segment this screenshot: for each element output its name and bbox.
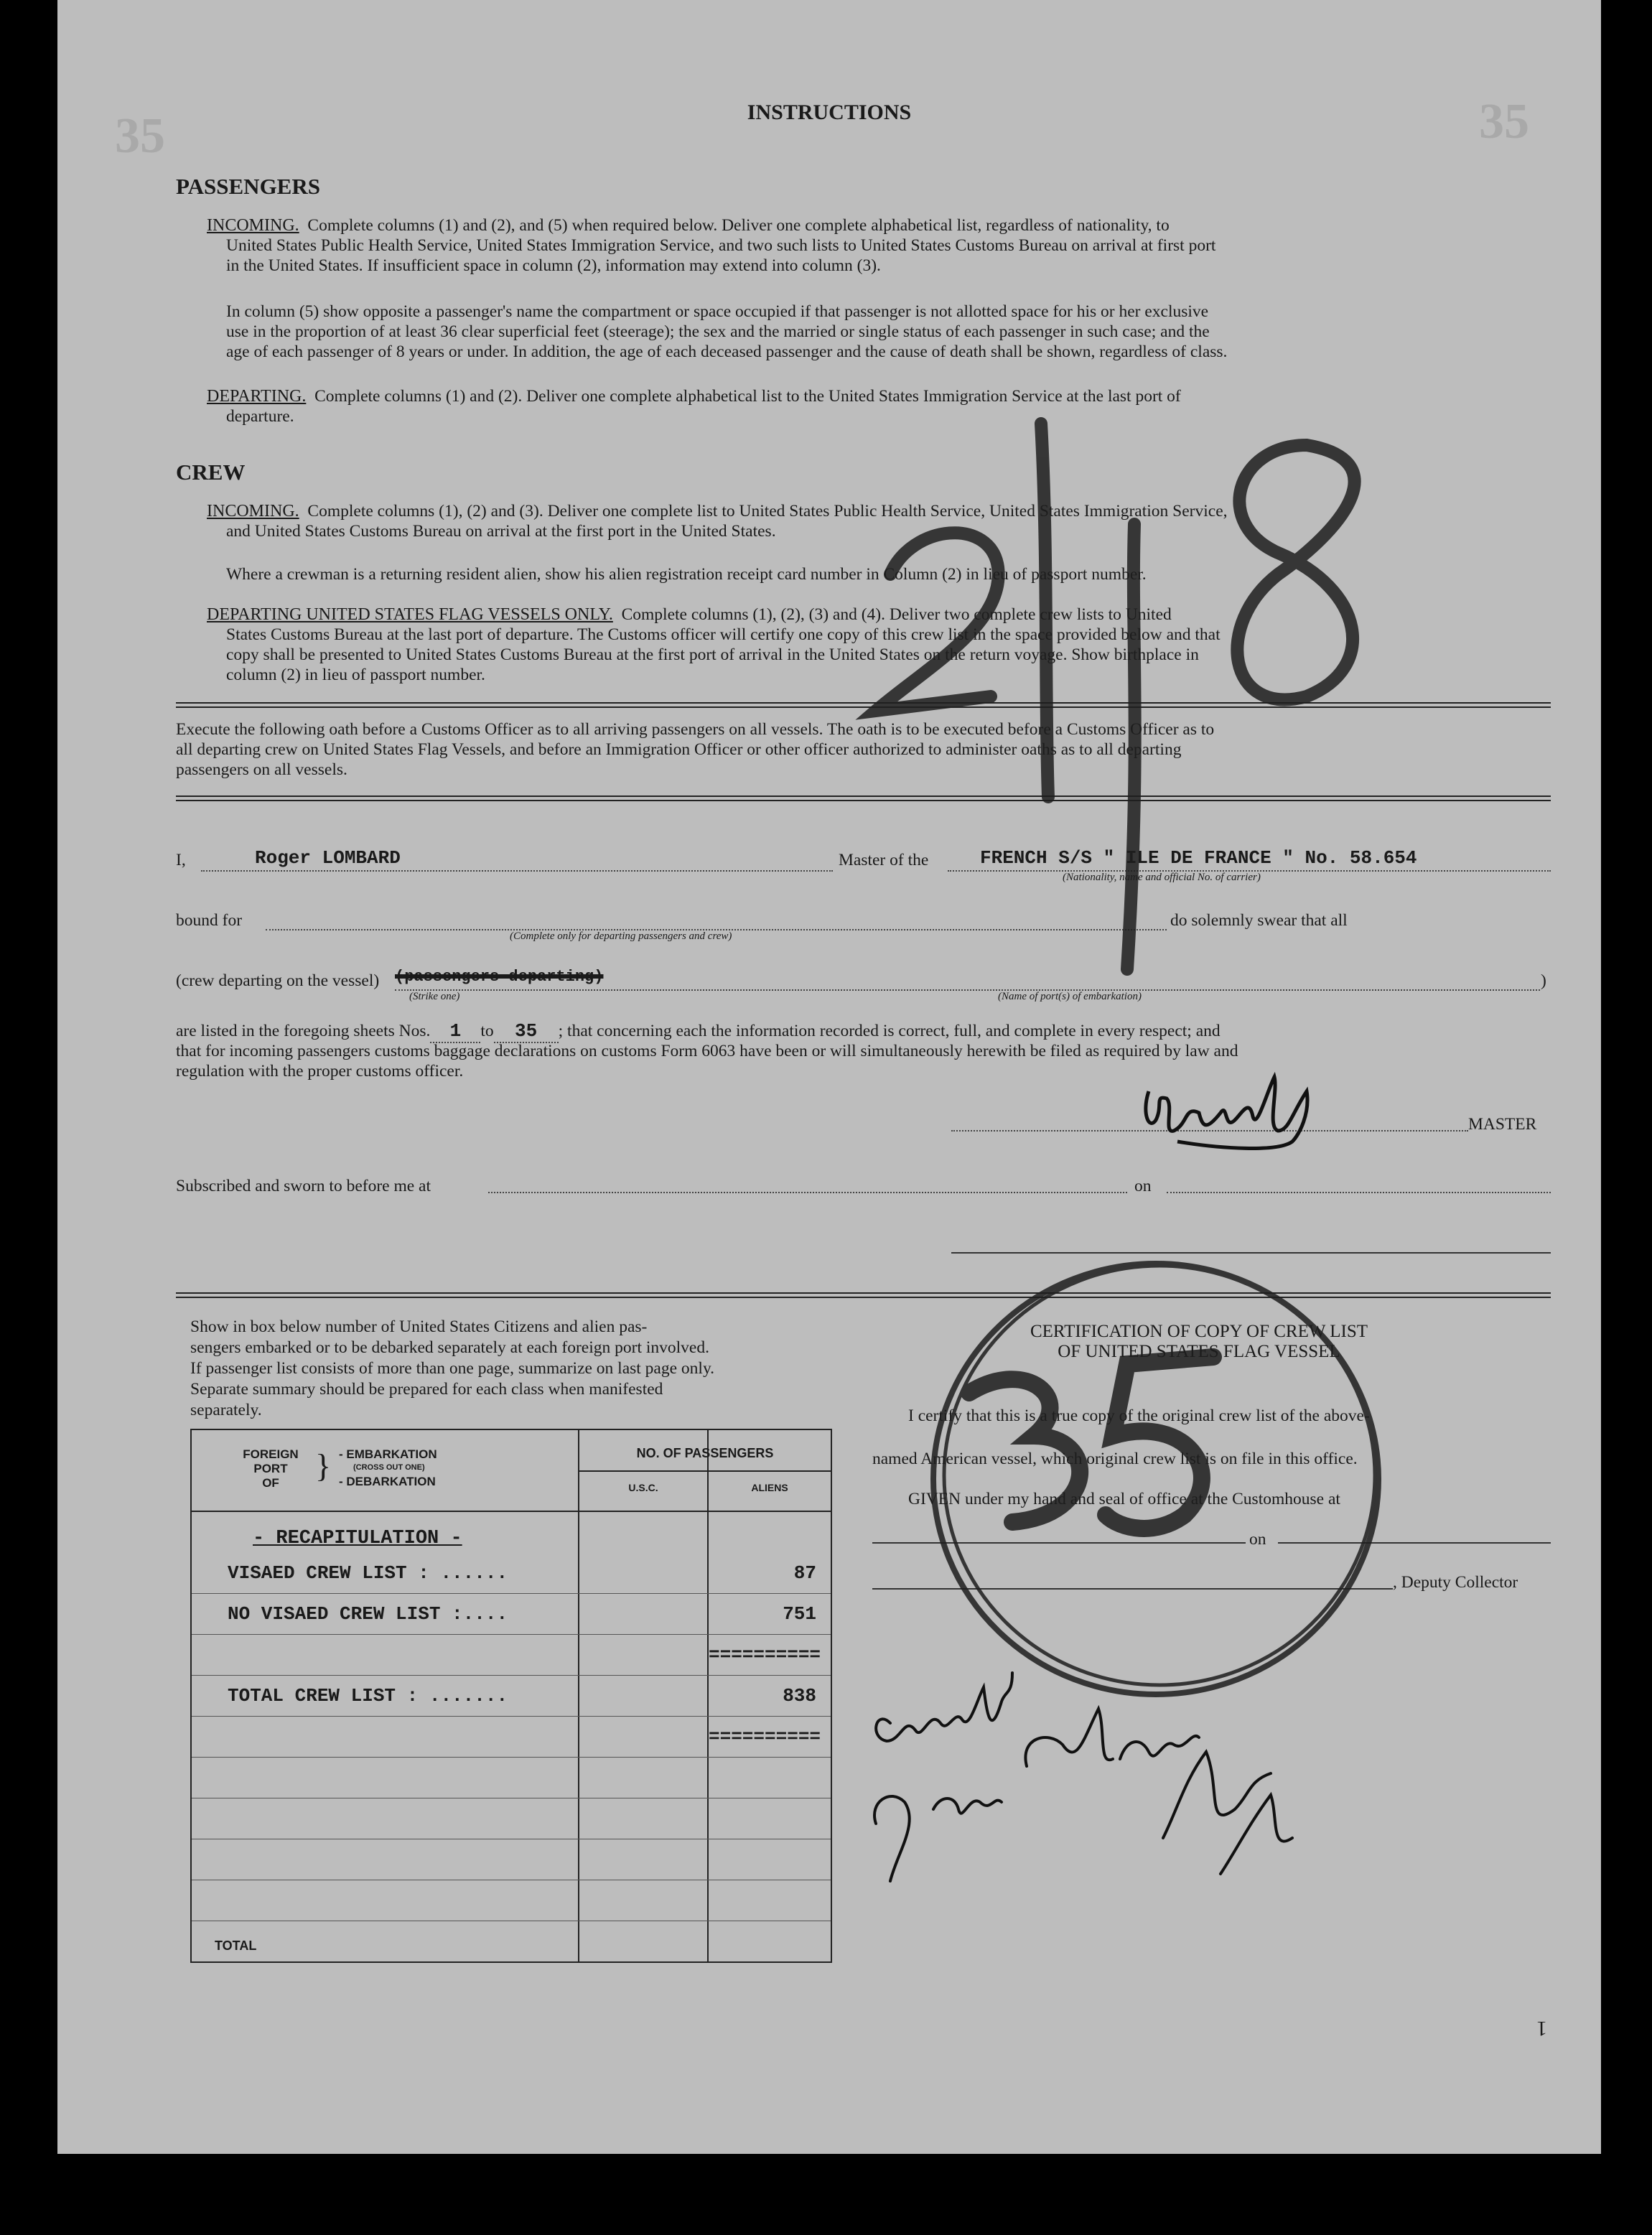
listed-prefix: are listed in the foregoing sheets Nos. <box>176 1022 431 1040</box>
cert-line2: named American vessel, which original crew list is on file in this office. <box>872 1450 1358 1468</box>
passengers-incoming-line1 <box>207 215 1170 236</box>
table-row-divider <box>192 1634 831 1635</box>
header-usc: U.S.C. <box>628 1482 658 1493</box>
swear-label: do solemnly swear that all <box>1170 911 1348 930</box>
oath-intro-line2: all departing crew on United States Flag Vessels, and before an Immigration Officer or other officer authorized to administer oaths as to all departing <box>176 740 1182 759</box>
summary-line2: sengers embarked or to be debarked separately at each foreign port involved. <box>190 1338 709 1357</box>
passengers-departing-line2: departure. <box>226 407 294 426</box>
passengers-departing-label: DEPARTING. <box>207 387 307 406</box>
master-label: MASTER <box>1468 1115 1537 1134</box>
header-port-1: FOREIGN <box>243 1447 299 1461</box>
header-brace: } <box>315 1447 332 1484</box>
master-of-label: Master of the <box>839 851 929 869</box>
bleed-through-text: 35 <box>115 108 165 164</box>
header-embarkation: - EMBARKATION <box>339 1447 437 1461</box>
table-header-subdivider <box>579 1470 831 1472</box>
master-name-value: Roger LOMBARD <box>255 847 401 869</box>
listed-line2: that for incoming passengers customs baggage declarations on customs Form 6063 have been or will simultaneously herewith be filed as required by law and <box>176 1042 1238 1060</box>
summary-line5: separately. <box>190 1401 262 1419</box>
listed-rest: ; that concerning each the information recorded is correct, full, and complete in every respect; and <box>558 1022 1221 1040</box>
table-row-aliens: ========== <box>709 1726 821 1748</box>
crew-flag-line4: column (2) in lieu of passport number. <box>226 666 485 684</box>
bleed-through-text-right: 35 <box>1479 94 1529 149</box>
summary-line1: Show in box below number of United States Citizens and alien pas- <box>190 1317 648 1336</box>
crew-list-page <box>57 0 1601 2154</box>
recap-label: - RECAPITULATION - <box>253 1528 462 1549</box>
crew-flag-line2: States Customs Bureau at the last port of departure. The Customs officer will certify one copy of this crew list in the space provided below and that <box>226 625 1221 644</box>
to-label: to <box>480 1022 494 1040</box>
circle-number-value <box>1098 1472 1099 1473</box>
subscribed-label: Subscribed and sworn to before me at <box>176 1177 431 1195</box>
table-row-aliens: 838 <box>783 1685 816 1707</box>
bound-for-caption: (Complete only for departing passengers and crew) <box>510 930 732 942</box>
crew-flag-line3: copy shall be presented to United States Customs Bureau at the first port of arrival in the United States on the return voyage. Show birthplace in <box>226 645 1199 664</box>
header-port-3: OF <box>262 1476 279 1490</box>
table-col-divider <box>578 1430 579 1961</box>
header-no-passengers: NO. OF PASSENGERS <box>636 1446 774 1460</box>
table-row-divider <box>192 1675 831 1676</box>
table-row-label: TOTAL CREW LIST : ....... <box>228 1685 508 1707</box>
master-name-line <box>201 870 833 872</box>
cert-title1: CERTIFICATION OF COPY OF CREW LIST <box>1030 1322 1368 1341</box>
struck-passengers-text: (passengers departing) <box>395 968 604 986</box>
cert-title2: OF UNITED STATES FLAG VESSEL <box>1058 1342 1340 1361</box>
crew-flag-text: Complete columns (1), (2), (3) and (4). Deliver two complete crew lists to United <box>621 605 1172 624</box>
listed-line3: regulation with the proper customs officer. <box>176 1062 464 1081</box>
cert-deputy-label: , Deputy Collector <box>1393 1573 1518 1592</box>
crew-departing-label: (crew departing on the vessel) <box>176 971 380 990</box>
header-port-2: PORT <box>253 1462 288 1475</box>
handwritten-notes <box>847 1594 1307 1895</box>
passengers-incoming-text: Complete columns (1) and (2), and (5) when required below. Deliver one complete alphabetical list, regardless of nationality, to <box>307 216 1170 235</box>
vessel-value: FRENCH S/S " ILE DE FRANCE " No. 58.654 <box>980 847 1417 869</box>
sheet-from-value: 1 <box>430 1021 480 1043</box>
crew-heading: CREW <box>176 459 246 485</box>
close-paren: ) <box>1541 971 1546 990</box>
table-row-aliens: 87 <box>793 1562 816 1584</box>
crew-resident-line: Where a crewman is a returning resident alien, show his alien registration receipt card number in Column (2) in lieu of passport number. <box>226 565 1147 584</box>
master-signature <box>1134 1063 1350 1156</box>
crew-incoming-text: Complete columns (1), (2) and (3). Deliver one complete list to United States Public Health Service, United States Immigration Service, <box>307 502 1228 521</box>
col5-line2: use in the proportion of at least 36 clear superficial feet (steerage); the sex and the married or single status of each passenger in such case; and the <box>226 322 1210 341</box>
passengers-incoming-line3: in the United States. If insufficient space in column (2), information may extend into column (3). <box>226 256 881 275</box>
oath-intro-line1: Execute the following oath before a Customs Officer as to all arriving passengers on all vessels. The oath is to be executed before a Customs Officer as to <box>176 720 1215 739</box>
header-cross-out: (CROSS OUT ONE) <box>353 1463 425 1472</box>
total-label: TOTAL <box>215 1938 257 1953</box>
passenger-summary-table <box>190 1429 832 1963</box>
bound-for-label: bound for <box>176 911 243 930</box>
cert-line1: I certify that this is a true copy of the original crew list of the above- <box>908 1406 1370 1425</box>
oath-i-label: I, <box>176 851 186 869</box>
table-row-divider <box>192 1757 831 1758</box>
header-debarkation: - DEBARKATION <box>339 1475 436 1488</box>
table-row-label: NO VISAED CREW LIST :.... <box>228 1603 508 1625</box>
passengers-departing-text: Complete columns (1) and (2). Deliver one complete alphabetical list to the United States Immigration Service at the last port of <box>314 387 1181 406</box>
table-header-divider <box>192 1511 831 1512</box>
crew-flag-label: DEPARTING UNITED STATES FLAG VESSELS ONLY. <box>207 605 613 624</box>
summary-instructions <box>190 1317 836 1421</box>
big-number-value <box>1278 438 1279 439</box>
cert-line3: GIVEN under my hand and seal of office at the Customhouse at <box>908 1490 1340 1508</box>
table-row-aliens: ========== <box>709 1644 821 1666</box>
table-row-aliens: 751 <box>783 1603 816 1625</box>
passengers-incoming-line2: United States Public Health Service, United States Immigration Service, and two such lists to United States Customs Bureau on arrival at first port <box>226 236 1216 255</box>
page-number: 1 <box>1536 2017 1547 2040</box>
ports-caption: (Name of port(s) of embarkation) <box>998 991 1142 1002</box>
passengers-heading: PASSENGERS <box>176 174 320 199</box>
sheet-to-value: 35 <box>494 1021 559 1043</box>
passengers-incoming-label: INCOMING. <box>207 216 299 235</box>
crew-incoming-label: INCOMING. <box>207 502 299 521</box>
page-title: INSTRUCTIONS <box>747 101 912 124</box>
table-row-divider <box>192 1593 831 1594</box>
header-foreign-port <box>235 1447 307 1490</box>
summary-line4: Separate summary should be prepared for each class when manifested <box>190 1380 663 1399</box>
listed-line1 <box>176 1021 1221 1043</box>
header-aliens: ALIENS <box>751 1482 788 1493</box>
table-row-label: VISAED CREW LIST : ...... <box>228 1562 508 1584</box>
ports-line <box>395 989 1540 991</box>
col5-line1: In column (5) show opposite a passenger's name the compartment or space occupied if that passenger is not allotted space for his or her exclusive <box>226 302 1209 321</box>
subscribed-on-label: on <box>1134 1177 1152 1195</box>
oath-intro-line3: passengers on all vessels. <box>176 760 347 779</box>
cert-on-label: on <box>1249 1530 1266 1549</box>
vessel-caption: (Nationality, name and official No. of carrier) <box>1063 872 1261 883</box>
crayon-number-annotation <box>804 337 1450 984</box>
strike-caption: (Strike one) <box>409 991 460 1002</box>
summary-line3: If passenger list consists of more than one page, summarize on last page only. <box>190 1359 715 1378</box>
crew-incoming-line2: and United States Customs Bureau on arrival at the first port in the United States. <box>226 522 776 541</box>
col5-line3: age of each passenger of 8 years or under. In addition, the age of each deceased passenger and the cause of death shall be shown, regardless of class. <box>226 342 1228 361</box>
table-row-divider <box>192 1716 831 1717</box>
